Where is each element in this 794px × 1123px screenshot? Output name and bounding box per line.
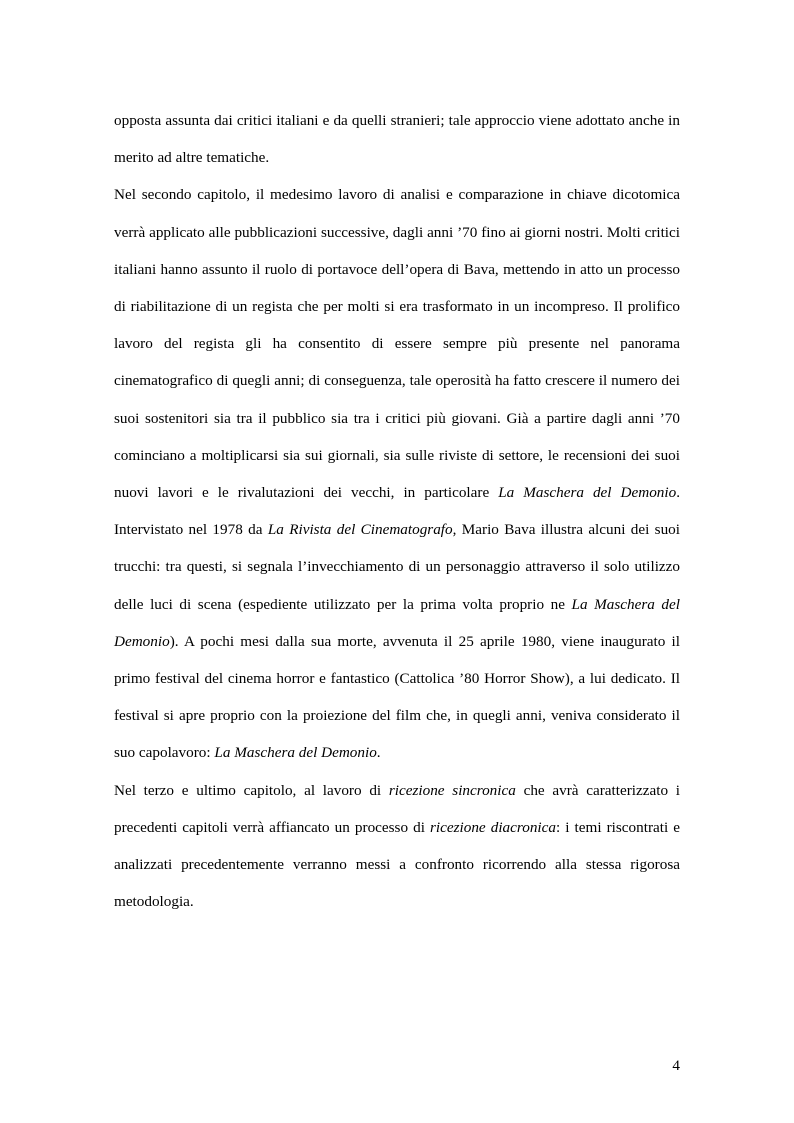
text-run: : i temi riscontrati e analizzati precedentemente verranno messi a confronto ricorrendo alla stessa rigorosa metodologia. [114, 818, 680, 911]
paragraph-2 [114, 176, 680, 771]
text-run: . [376, 744, 381, 762]
italic-title: La Maschera del Demonio [498, 484, 677, 502]
italic-title: La Rivista del Cinematografo [267, 521, 453, 539]
text-run: che avrà caratterizzato i precedenti capitoli verrà affiancato un processo di [114, 781, 680, 836]
italic-title: La Maschera del Demonio [114, 595, 680, 650]
page-number: 4 [672, 1057, 680, 1074]
text-run: Nel secondo capitolo, il medesimo lavoro di analisi e comparazione in chiave dicotomica verrà applicato alle pubblicazioni successive, dagli anni ’70 fino ai giorni nostri. Molti critici italiani hanno assunto il ruolo di portavoce dell’opera di Bava, mettendo in atto un processo di riabilitazione di un regista che per molti si era trasformato in un incompreso. Il prolifico lavoro del regista gli ha consentito di essere sempre più presente nel panorama cinematografico di quegli anni; di conseguenza, tale operosità ha fatto crescere il numero dei suoi sostenitori sia tra il pubblico sia tra i critici più giovani. Già a partire dagli anni ’70 cominciano a moltiplicarsi sia sui giornali, sia sulle riviste di settore, le recensioni dei suoi nuovi lavori e le rivalutazioni dei vecchi, in particolare [114, 186, 680, 502]
text-run: , Mario Bava illustra alcuni dei suoi trucchi: tra questi, si segnala l’invecchiamento di un personaggio attraverso il solo utilizzo delle luci di scena (espediente utilizzato per la prima volta proprio ne [114, 521, 680, 613]
text-run: ). A pochi mesi dalla sua morte, avvenuta il 25 aprile 1980, viene inaugurato il primo festival del cinema horror e fantastico (Cattolica ’80 Horror Show), a lui dedicato. Il festival si apre proprio con la proiezione del film che, in quegli anni, veniva considerato il suo capolavoro: [114, 632, 680, 762]
text-run: . Intervistato nel 1978 da [114, 484, 680, 539]
italic-title: ricezione diacronica [430, 818, 556, 836]
paragraph-1 [114, 102, 680, 176]
italic-title: ricezione sincronica [388, 781, 516, 799]
italic-title: La Maschera del Demonio [214, 744, 377, 762]
paragraph-3 [114, 772, 680, 921]
text-run: Nel terzo e ultimo capitolo, al lavoro di [114, 781, 389, 799]
body-text [114, 102, 680, 920]
text-run: opposta assunta dai critici italiani e da quelli stranieri; tale approccio viene adottato anche in merito ad altre tematiche. [114, 112, 680, 167]
